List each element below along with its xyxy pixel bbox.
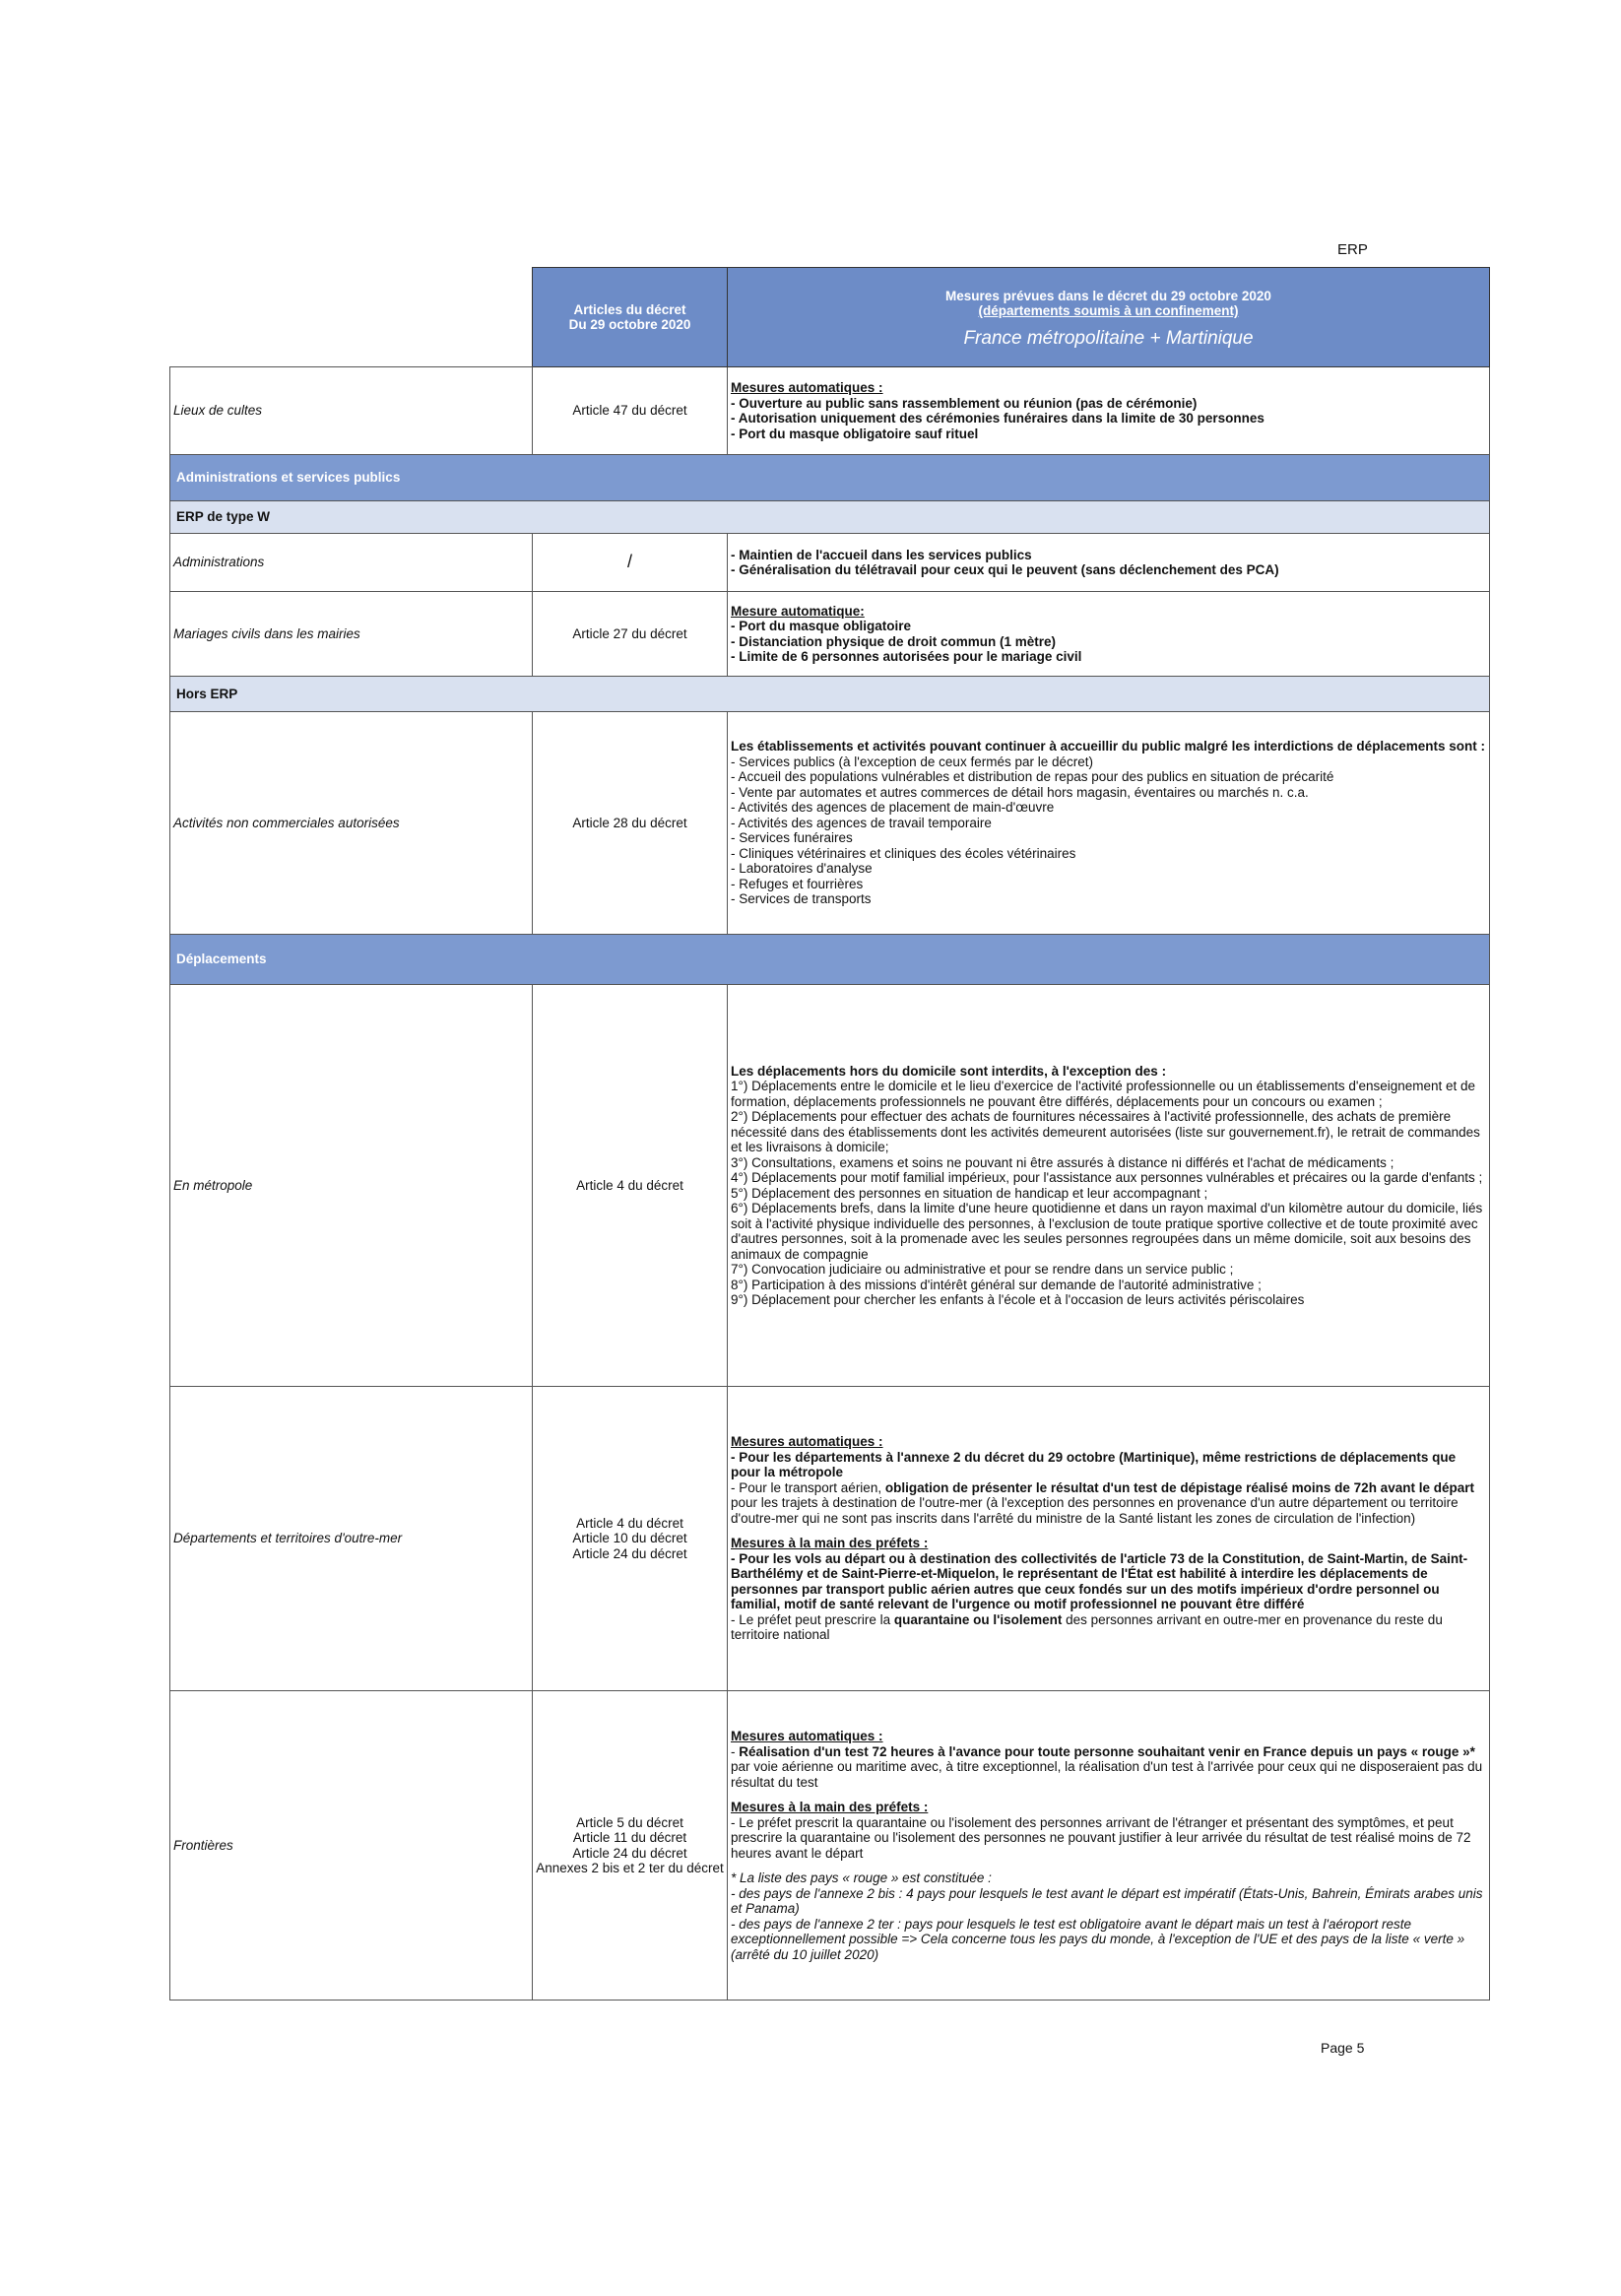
table-row: [170, 534, 1490, 592]
list-item: - Le préfet prescrit la quarantaine ou l'isolement des personnes arrivant de l'étranger et présentant des symptômes, et peut prescrire la quarantaine ou l'isolement des personnes ne pouvant justifier à leur arrivée du résultat de test réalisé moins de 72 heures avant le départ: [731, 1814, 1471, 1861]
list-item: - Distanciation physique de droit commun (1 mètre): [731, 634, 1486, 650]
row-measures: [728, 534, 1490, 592]
article-line: Article 24 du décret: [572, 1845, 687, 1861]
row-measures: [728, 985, 1490, 1387]
articles-header-line2: Du 29 octobre 2020: [568, 317, 691, 332]
measure-intro: Les déplacements hors du domicile sont interdits, à l'exception des :: [731, 1063, 1167, 1079]
section-title-admin: Administrations et services publics: [170, 455, 1490, 501]
table-row: [170, 1387, 1490, 1691]
list-item: - Services de transports: [731, 891, 1486, 907]
table-row: [170, 1691, 1490, 2001]
article-line: Article 24 du décret: [572, 1545, 687, 1561]
list-item: - Vente par automates et autres commerces de détail hors magasin, éventaires ou marchés n. c.a.: [731, 785, 1486, 801]
row-measures: [728, 592, 1490, 677]
measures-header-line2: (départements soumis à un confinement): [978, 303, 1239, 319]
measure-list: [731, 754, 1486, 907]
subsection-erp-w: ERP de type W: [170, 501, 1490, 534]
measures-header: [728, 268, 1490, 367]
measure-list: [731, 396, 1486, 442]
header-tag: ERP: [1337, 241, 1368, 258]
list-item: - Refuges et fourrières: [731, 877, 1486, 892]
row-measures: [728, 1691, 1490, 2001]
list-item: - Réalisation d'un test 72 heures à l'avance pour toute personne souhaitant venir en France depuis un pays « rouge »* par voie aérienne ou maritime avec, à titre exceptionnel, la réalisation d'un test à l'arrivée pour ceux qui ne disposeraient pas du résultat du test: [731, 1743, 1483, 1790]
measures-table: [169, 267, 1490, 2001]
subsection-row: [170, 501, 1490, 534]
list-item: - Pour les vols au départ ou à destination des collectivités de l'article 73 de la Constitution, de Saint-Martin, de Saint-Barthélémy et de Saint-Pierre-et-Miquelon, le représentant de l'État est habilité à interdire les déplacements de personnes par transport public aérien autres que ceux fondés sur un des motifs impérieux d'ordre personnel ou familial, motif de santé relevant de l'urgence ou motif professionnel ne pouvant être différé: [731, 1550, 1468, 1612]
row-label: Frontières: [170, 1691, 533, 2001]
list-item: 2°) Déplacements pour effectuer des achats de fournitures nécessaires à l'activité professionnelle, des achats de première nécessité dans des établissements dont les activités demeurent autorisées (liste sur gouvernement.fr), le retrait de commandes et les livraisons à domicile;: [731, 1109, 1480, 1154]
row-article: Article 47 du décret: [533, 367, 728, 455]
list-item: - Accueil des populations vulnérables et distribution de repas pour des publics en situation de précarité: [731, 769, 1486, 785]
row-article: Article 27 du décret: [533, 592, 728, 677]
footnote-intro: * La liste des pays « rouge » est constituée :: [731, 1870, 992, 1885]
row-label: Lieux de cultes: [170, 367, 533, 455]
table-row: [170, 712, 1490, 935]
measure-label: Mesures à la main des préfets :: [731, 1800, 929, 1814]
articles-header: [533, 268, 728, 367]
row-article: [533, 1387, 728, 1691]
measure-label: Mesures automatiques :: [731, 1729, 883, 1743]
subsection-row: [170, 677, 1490, 712]
row-article: Article 28 du décret: [533, 712, 728, 935]
list-item: - Laboratoires d'analyse: [731, 861, 1486, 877]
section-row: [170, 455, 1490, 501]
list-item: - Port du masque obligatoire sauf rituel: [731, 426, 1486, 442]
measure-label: Mesures à la main des préfets :: [731, 1536, 929, 1551]
list-item: - Port du masque obligatoire: [731, 619, 1486, 634]
list-item: 8°) Participation à des missions d'intérêt général sur demande de l'autorité administrative ;: [731, 1277, 1262, 1292]
section-row: [170, 935, 1490, 985]
list-item: 4°) Déplacements pour motif familial impérieux, pour l'assistance aux personnes vulnérables et précaires ou la garde d'enfants ;: [731, 1170, 1483, 1185]
article-line: Article 11 du décret: [572, 1830, 687, 1845]
list-item: - Pour les départements à l'annexe 2 du décret du 29 octobre (Martinique), même restrictions de déplacements que pour la métropole: [731, 1449, 1457, 1480]
list-item: - Services funéraires: [731, 830, 1486, 846]
list-item: - Services publics (à l'exception de ceux fermés par le décret): [731, 754, 1486, 770]
list-item: - Activités des agences de placement de main-d'œuvre: [731, 800, 1486, 816]
article-line: Article 5 du décret: [576, 1814, 683, 1830]
list-item: 7°) Convocation judiciaire ou administrative et pour se rendre dans un service public ;: [731, 1262, 1234, 1277]
list-item: - Ouverture au public sans rassemblement ou réunion (pas de cérémonie): [731, 396, 1486, 412]
measure-label: Mesure automatique:: [731, 603, 865, 619]
subsection-hors-erp: Hors ERP: [170, 677, 1490, 712]
measures-header-scope: France métropolitaine + Martinique: [963, 327, 1254, 349]
article-line: Article 10 du décret: [572, 1531, 687, 1546]
list-item: - Activités des agences de travail temporaire: [731, 816, 1486, 831]
row-label: Départements et territoires d'outre-mer: [170, 1387, 533, 1691]
articles-header-line1: Articles du décret: [573, 301, 686, 317]
table-header-row: [170, 268, 1490, 367]
section-title-deplacements: Déplacements: [170, 935, 1490, 985]
article-line: Annexes 2 bis et 2 ter du décret: [536, 1861, 724, 1875]
list-item: - Maintien de l'accueil dans les services publics: [731, 548, 1486, 563]
measure-list: [731, 619, 1486, 665]
row-measures: [728, 1387, 1490, 1691]
list-item: - Limite de 6 personnes autorisées pour le mariage civil: [731, 649, 1486, 665]
measure-intro: Les établissements et activités pouvant continuer à accueillir du public malgré les interdictions de déplacements sont :: [731, 739, 1485, 754]
list-item: 5°) Déplacement des personnes en situation de handicap et leur accompagnant ;: [731, 1185, 1208, 1201]
table-row: [170, 367, 1490, 455]
table-row: [170, 592, 1490, 677]
list-item: - Le préfet peut prescrire la quarantaine ou l'isolement des personnes arrivant en outre-mer en provenance du reste du territoire national: [731, 1611, 1443, 1643]
list-item: 9°) Déplacement pour chercher les enfants à l'école et à l'occasion de leurs activités périscolaires: [731, 1292, 1305, 1307]
list-item: 6°) Déplacements brefs, dans la limite d'une heure quotidienne et dans un rayon maximal d'un kilomètre autour du domicile, liés soit à l'activité physique individuelle des personnes, à l'exclusion de toute pratique sportive collective et de toute proximité avec d'autres personnes, soit à la promenade avec les seules personnes regroupées dans un même domicile, soit aux besoins des animaux de compagnie: [731, 1201, 1483, 1262]
footnote: [731, 1870, 1486, 1962]
row-article: [533, 1691, 728, 2001]
page-number: Page 5: [1321, 2040, 1365, 2056]
list-item: 3°) Consultations, examens et soins ne pouvant ni être assurés à distance ni différés et l'achat de médicaments ;: [731, 1154, 1394, 1170]
row-article: /: [533, 534, 728, 592]
table-row: [170, 985, 1490, 1387]
row-label: Administrations: [170, 534, 533, 592]
list-item: - Cliniques vétérinaires et cliniques des écoles vétérinaires: [731, 846, 1486, 862]
row-article: Article 4 du décret: [533, 985, 728, 1387]
row-measures: [728, 367, 1490, 455]
measure-label: Mesures automatiques :: [731, 1434, 883, 1450]
row-label: En métropole: [170, 985, 533, 1387]
article-line: Article 4 du décret: [576, 1515, 683, 1531]
blank-header-cell: [170, 268, 533, 367]
list-item: 1°) Déplacements entre le domicile et le lieu d'exercice de l'activité professionnelle ou un établissements d'enseignement et de formation, déplacements professionnels ne pouvant être différés, déplacements pour un concours ou examen ;: [731, 1079, 1476, 1109]
measure-label: Mesures automatiques :: [731, 380, 883, 395]
measures-header-line1: Mesures prévues dans le décret du 29 octobre 2020: [945, 288, 1271, 303]
row-label: Activités non commerciales autorisées: [170, 712, 533, 935]
list-item: - Autorisation uniquement des cérémonies funéraires dans la limite de 30 personnes: [731, 411, 1486, 426]
row-label: Mariages civils dans les mairies: [170, 592, 533, 677]
row-measures: [728, 712, 1490, 935]
footnote-item: - des pays de l'annexe 2 ter : pays pour lesquels le test est obligatoire avant le départ mais un test à l'aéroport reste exceptionnellement possible => Cela concerne tous les pays du monde, à l'exception de l'UE et des pays de la liste « verte » (arrêté du 10 juillet 2020): [731, 1916, 1465, 1962]
list-item: - Pour le transport aérien, obligation de présenter le résultat d'un test de dépistage réalisé moins de 72h avant le départ pour les trajets à destination de l'outre-mer (à l'exception des personnes en provenance d'un autre département ou territoire d'outre-mer qui ne sont pas inscrits dans l'arrêté du ministre de la Santé listant les zones de circulation de l'infection): [731, 1479, 1474, 1526]
list-item: - Généralisation du télétravail pour ceux qui le peuvent (sans déclenchement des PCA): [731, 562, 1486, 578]
measure-list: [731, 548, 1486, 578]
footnote-item: - des pays de l'annexe 2 bis : 4 pays pour lesquels le test avant le départ est impératif (États-Unis, Bahrein, Émirats arabes unis et Panama): [731, 1885, 1483, 1916]
